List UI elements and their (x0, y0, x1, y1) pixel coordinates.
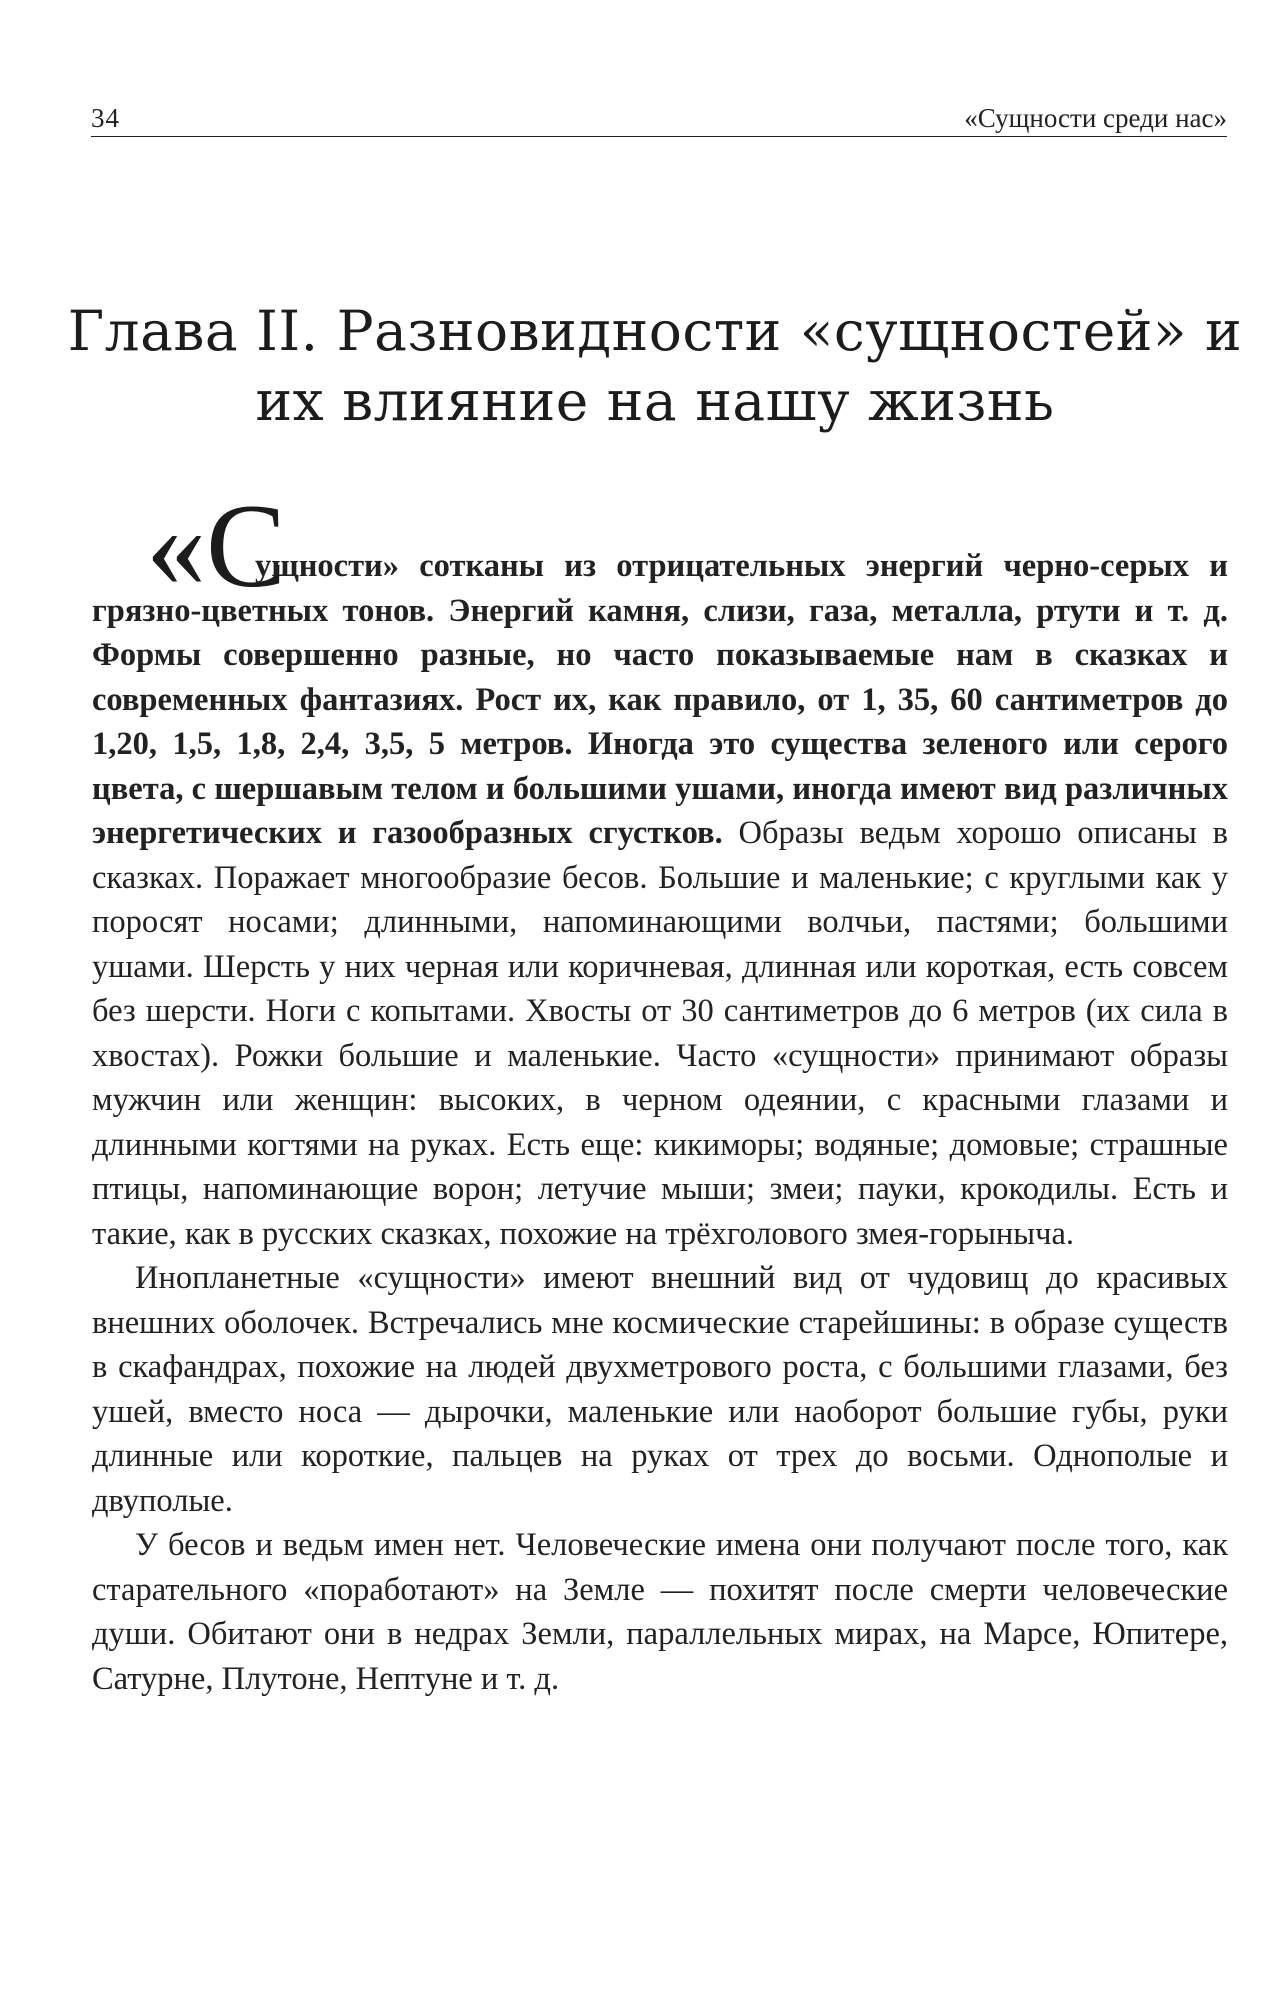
drop-cap: «С (146, 479, 287, 612)
chapter-title-line-2: их влияние на нашу жизнь (255, 369, 1055, 433)
paragraph-1-bold-text: грязно-цветных тонов. Энергий камня, слизи, газа, металла, ртути и т. д. Формы совершенно разные, но часто показываемые нам в сказках и современных фантазиях. Рост их, как правило, от 1, 35, 60 сантиметров до 1,20, 1,5, 1,8, 2,4, 3,5, 5 метров. Иногда это существа зеленого или серого цвета, с шершавым телом и большими ушами, иногда имеют вид различных энергетических и газообразных сгустков. (92, 592, 1228, 851)
paragraph-3: У бесов и ведьм имен нет. Человеческие имена они получают после того, как старательного «поработают» на Земле — похитят после смерти человеческие души. Обитают они в недрах Земли, параллельных мирах, на Марсе, Юпитере, Сатурне, Плутоне, Нептуне и т. д. (92, 1527, 1228, 1697)
first-line-spacer (92, 544, 1228, 589)
paragraph-1-first-line: ущности» сотканы из отрицательных энергий черно-серых и (255, 548, 1228, 584)
paragraph-1-regular-text: Образы ведьм хорошо описаны в сказках. Поражает многообразие бесов. Большие и маленькие; с круглыми как у поросят носами; длинными, напоминающими волчьи, пастями; большими ушами. Шерсть у них черная или коричневая, длинная или короткая, есть совсем без шерсти. Ноги с копытами. Хвосты от 30 сантиметров до 6 метров (их сила в хвостах). Рожки большие и маленькие. Часто «сущности» принимают образы мужчин или женщин: высоких, в черном одеянии, с красными глазами и длинными когтями на руках. Есть еще: кикиморы; водяные; домовые; страшные птицы, напоминающие ворон; летучие мыши; змеи; пауки, крокодилы. Есть и такие, как в русских сказках, похожие на трёхголового змея-горыныча. (92, 815, 1228, 1252)
body-text (92, 544, 1228, 1701)
paragraph-2: Инопланетные «сущности» имеют внешний вид от чудовищ до красивых внешних оболочек. Встречались мне космические старейшины: в образе существ в скафандрах, похожие на людей двухметрового роста, с большими глазами, без ушей, вместо носа — дырочки, маленькие или наоборот большие губы, руки длинные или короткие, пальцев на руках от трех до восьми. Однополые и двуполые. (92, 1260, 1228, 1519)
running-header (91, 96, 1227, 137)
running-title: «Сущности среди нас» (964, 103, 1227, 133)
chapter-title-line-1: Глава II. Разновидности «сущностей» и (67, 299, 1243, 363)
page-number: 34 (91, 103, 120, 133)
paragraph-1 (92, 544, 1228, 1256)
chapter-title (60, 296, 1250, 436)
